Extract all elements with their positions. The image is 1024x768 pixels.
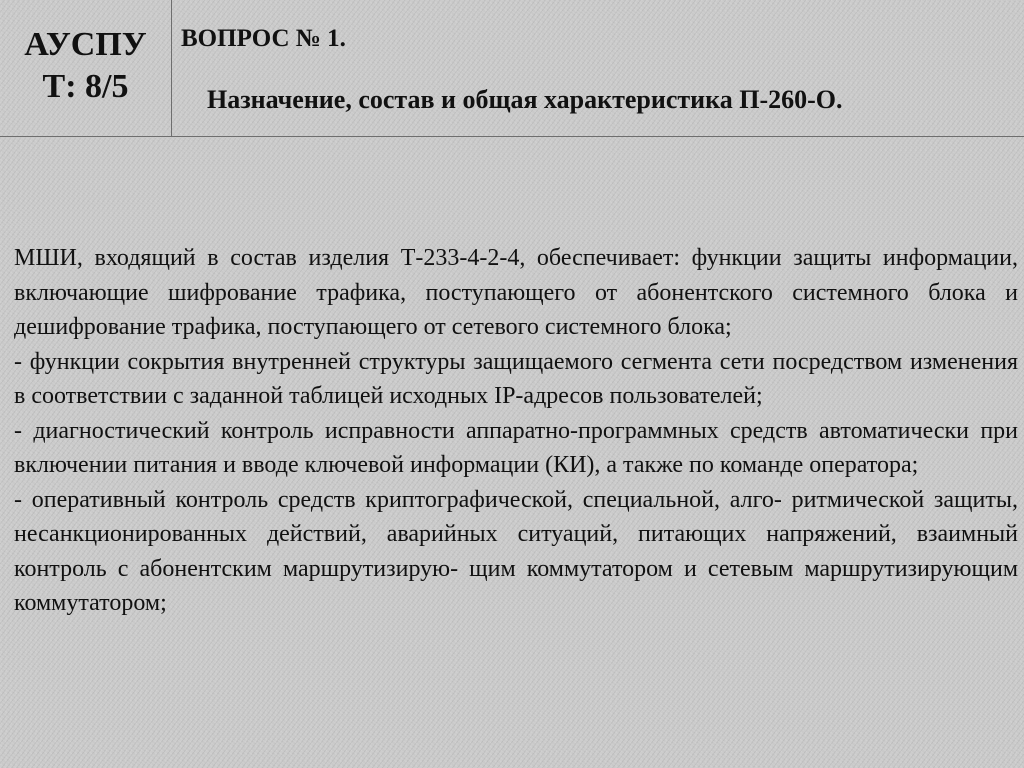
course-code: АУСПУ bbox=[24, 26, 147, 63]
topic-number: Т: 8/5 bbox=[42, 68, 129, 105]
paragraph-operational-control: - оперативный контроль средств криптографической, специальной, алго- ритмической защиты, несанкционированных действий, аварийных ситуаций, питающих напряжений, взаимный контроль с абонентским маршрутизирую- щим коммутатором и сетевым маршрутизирующим коммутатором; bbox=[14, 486, 1018, 616]
slide-body bbox=[14, 241, 1018, 621]
paragraph-intro: МШИ, входящий в состав изделия Т-233-4-2-4, обеспечивает: функции защиты информации, включающие шифрование трафика, поступающего от абонентского системного блока и дешифрование трафика, поступающего от сетевого системного блока; bbox=[14, 245, 1018, 340]
question-title: Назначение, состав и общая характеристика П-260-О. bbox=[207, 85, 843, 114]
question-number: ВОПРОС № 1. bbox=[181, 25, 346, 52]
paragraph-diagnostic-control: - диагностический контроль исправности аппаратно-программных средств автоматически при включении питания и вводе ключевой информации (КИ), а также по команде оператора; bbox=[14, 417, 1018, 478]
slide-header bbox=[0, 0, 1024, 137]
paragraph-structure-hiding: - функции сокрытия внутренней структуры защищаемого сегмента сети посредством изменения в соответствии с заданной таблицей исходных IP-адресов пользователей; bbox=[14, 348, 1018, 409]
topic-code-cell bbox=[0, 0, 172, 136]
